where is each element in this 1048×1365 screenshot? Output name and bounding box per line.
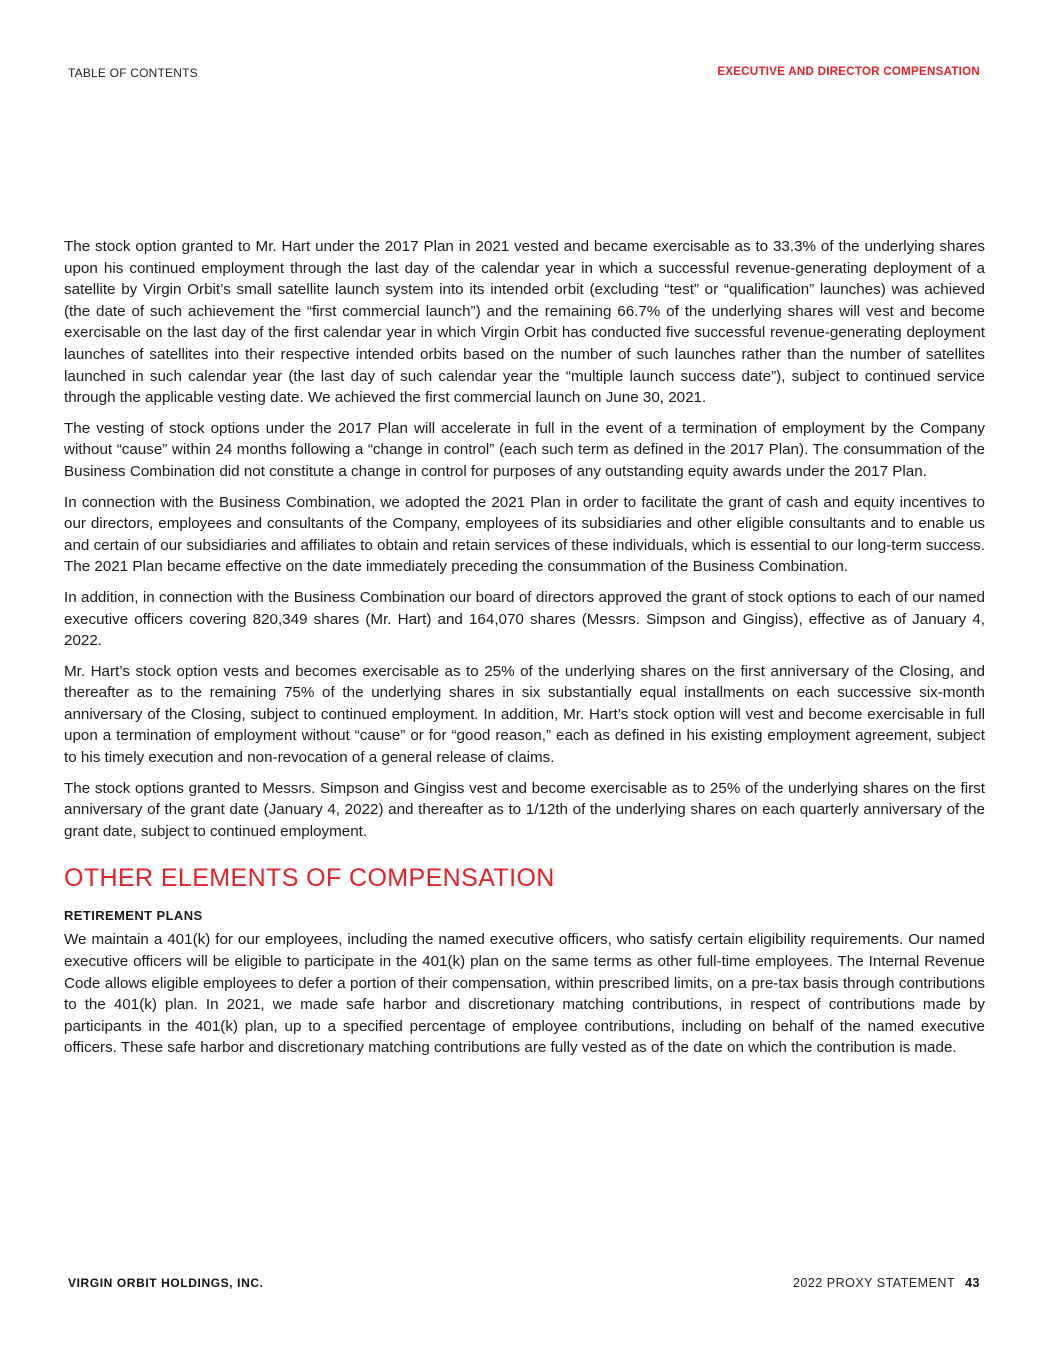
- footer-document-info: [793, 1276, 980, 1290]
- body-paragraph: The vesting of stock options under the 2017 Plan will accelerate in full in the event of a termination of employment by the Company without “cause” within 24 months following a “change in control” (each such term as defined in the 2017 Plan). The consummation of the Business Combination did not constitute a change in control for purposes of any outstanding equity awards under the 2017 Plan.: [64, 419, 985, 480]
- body-paragraph: Mr. Hart’s stock option vests and becomes exercisable as to 25% of the underlying shares on the first anniversary of the Closing, and thereafter as to the remaining 75% of the underlying shares in six substantially equal installments on each successive six-month anniversary of the Closing, subject to continued employment. In addition, Mr. Hart’s stock option will vest and become exercisable in full upon a termination of employment without “cause” or for “good reason,” each as defined in his existing employment agreement, subject to his timely execution and non-revocation of a general release of claims.: [64, 662, 985, 767]
- main-content: [64, 236, 985, 1068]
- table-of-contents-link[interactable]: TABLE OF CONTENTS: [68, 66, 198, 80]
- retirement-paragraph: We maintain a 401(k) for our employees, including the named executive officers, who satisfy certain eligibility requirements. Our named executive officers will be eligible to participate in the 401(k) plan on the same terms as other full-time employees. The Internal Revenue Code allows eligible employees to defer a portion of their compensation, within prescribed limits, on a pre-tax basis through contributions to the 401(k) plan. In 2021, we made safe harbor and discretionary matching contributions, in respect of contributions made by participants in the 401(k) plan, up to a specified percentage of employee contributions, including on behalf of the named executive officers. These safe harbor and discretionary matching contributions are fully vested as of the date on which the contribution is made.: [64, 931, 985, 1057]
- body-paragraph: In addition, in connection with the Business Combination our board of directors approved the grant of stock options to each of our named executive officers covering 820,349 shares (Mr. Hart) and 164,070 shares (Messrs. Simpson and Gingiss), effective as of January 4, 2022.: [64, 588, 985, 650]
- body-paragraph: In connection with the Business Combination, we adopted the 2021 Plan in order to facilitate the grant of cash and equity incentives to our directors, employees and consultants of the Company, employees of its subsidiaries and other eligible consultants and to enable us and certain of our subsidiaries and affiliates to obtain and retain services of these individuals, which is essential to our long-term success. The 2021 Plan became effective on the date immediately preceding the consummation of the Business Combination.: [64, 493, 985, 576]
- body-paragraph: The stock option granted to Mr. Hart under the 2017 Plan in 2021 vested and became exercisable as to 33.3% of the underlying shares upon his continued employment through the last day of the calendar year in which a successful revenue-generating deployment of a satellite by Virgin Orbit’s small satellite launch system into its intended orbit (excluding “test” or “qualification” launches) was achieved (the date of such achievement the “first commercial launch”) and the remaining 66.7% of the underlying shares will vest and become exercisable on the last day of the first calendar year in which Virgin Orbit has conducted five successful revenue-generating deployment launches of satellites into their respective intended orbits based on the number of such launches rather than the number of satellites launched in such calendar year (the last day of such calendar year the “multiple launch success date”), subject to continued service through the applicable vesting date. We achieved the first commercial launch on June 30, 2021.: [64, 238, 985, 407]
- body-paragraph: The stock options granted to Messrs. Simpson and Gingiss vest and become exercisable as to 25% of the underlying shares on the first anniversary of the grant date (January 4, 2022) and thereafter as to 1/12th of the underlying shares on each quarterly anniversary of the grant date, subject to continued employment.: [64, 779, 985, 840]
- section-heading: OTHER ELEMENTS OF COMPENSATION: [64, 864, 555, 893]
- sub-heading: RETIREMENT PLANS: [64, 908, 203, 924]
- page-number: 43: [965, 1276, 980, 1290]
- footer-document-title: 2022 PROXY STATEMENT: [792, 1276, 956, 1290]
- section-label: EXECUTIVE AND DIRECTOR COMPENSATION: [717, 66, 980, 78]
- footer-company-name: VIRGIN ORBIT HOLDINGS, INC.: [68, 1276, 264, 1290]
